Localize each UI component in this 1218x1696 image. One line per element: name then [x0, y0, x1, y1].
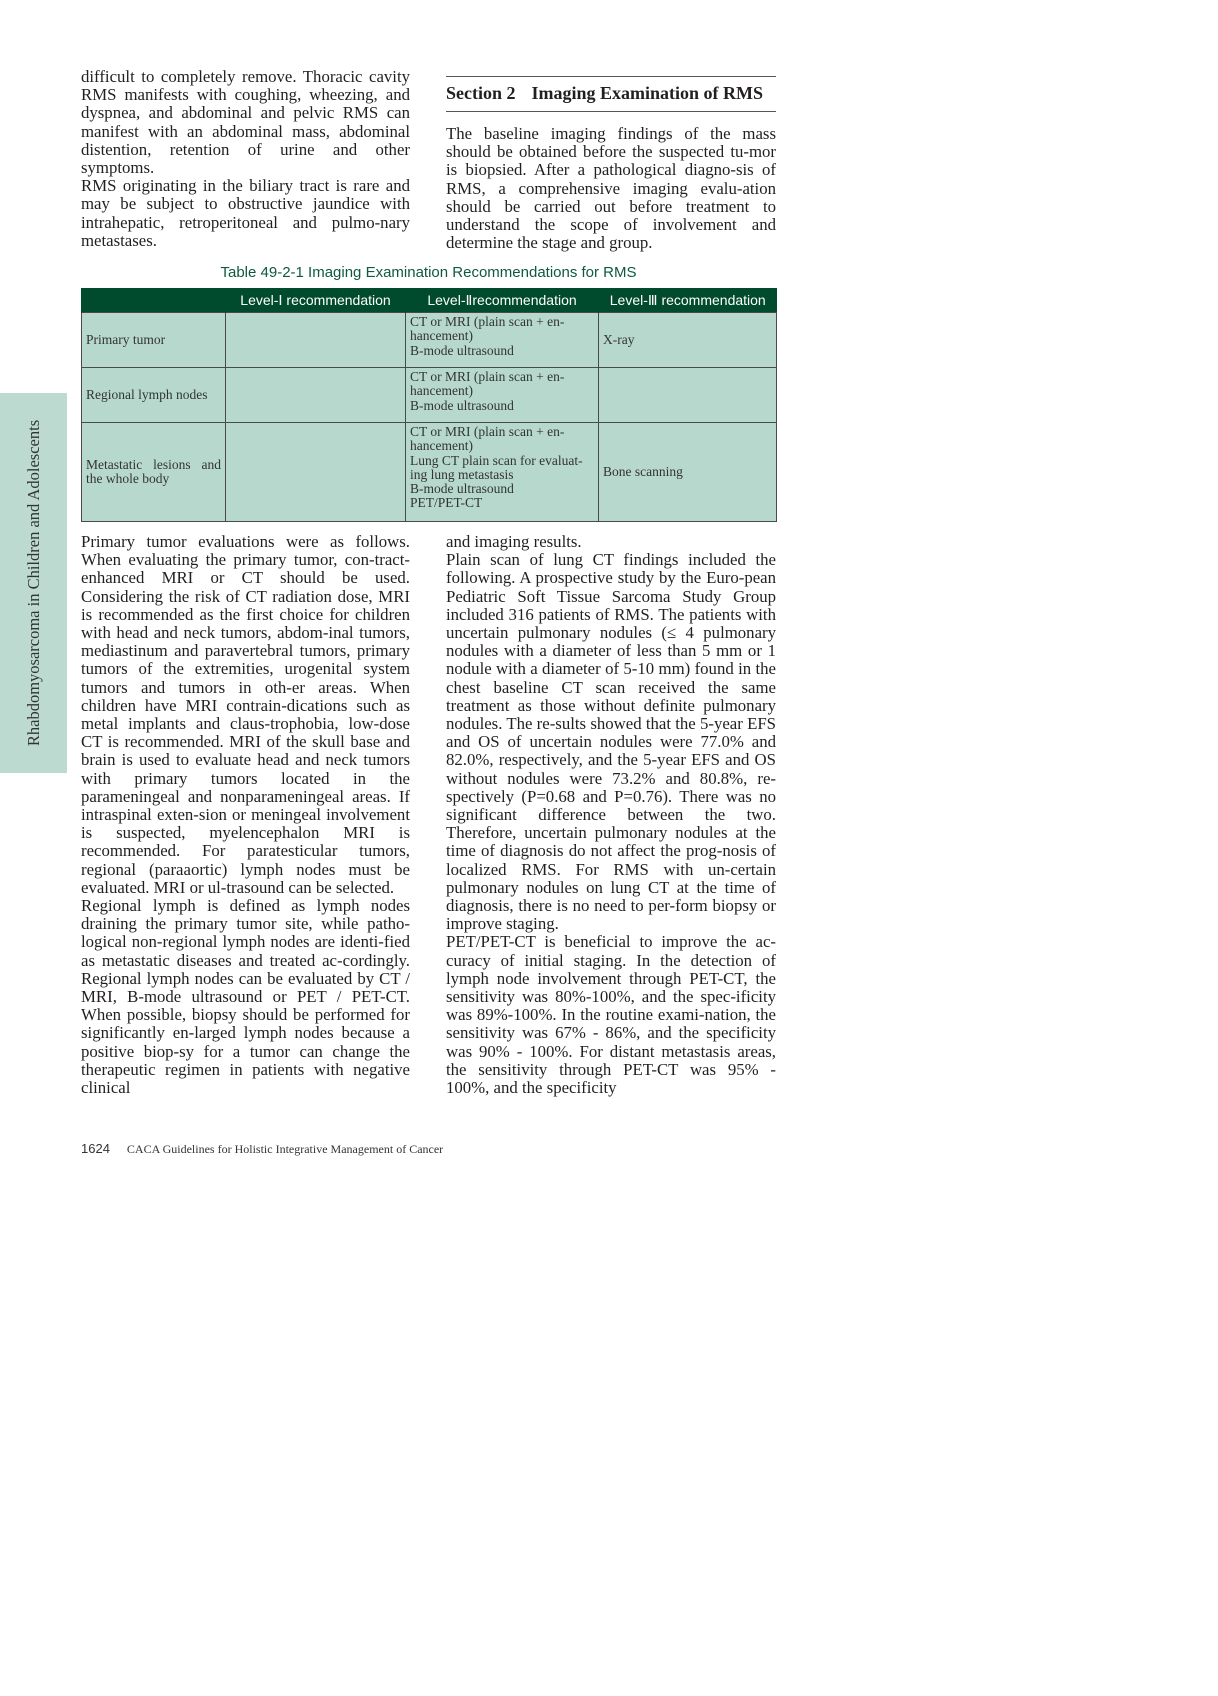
row-label: Primary tumor	[82, 313, 226, 368]
table-row	[82, 423, 777, 522]
cell-line: B-mode ultrasound	[410, 342, 514, 358]
cell-line: B-mode ultrasound	[410, 397, 514, 413]
cell-line: hancement)	[410, 383, 473, 399]
header-cell: Level-Ⅰ recommendation	[226, 288, 406, 313]
level1-cell	[226, 368, 406, 423]
level1-cell	[226, 423, 406, 522]
book-title: CACA Guidelines for Holistic Integrative Management of Cancer	[126, 1142, 444, 1156]
cell-line: CT or MRI (plain scan + en-	[410, 369, 565, 384]
section-number: Section 2	[446, 83, 516, 103]
level2-cell	[406, 423, 599, 522]
cell-line: PET/PET-CT	[410, 495, 483, 511]
cell-line: hancement)	[410, 328, 473, 344]
left-column-top	[81, 68, 410, 250]
level1-cell	[226, 313, 406, 368]
cell-line: CT or MRI (plain scan + en-	[410, 314, 565, 329]
side-chapter-tab	[0, 393, 67, 773]
row-label: Regional lymph nodes	[82, 368, 226, 423]
paragraph: Primary tumor evaluations were as follows. When evaluating the primary tumor, con-tract-enhanced MRI or CT should be used. Considering the risk of CT radiation dose, MRI is recommended as the first choice for children with head and neck tumors, abdom-inal tumors, mediastinum and paravertebral tumors, primary tumors of the extremities, urogenital system tumors and tumors in oth-er areas. When children have MRI contrain-dications such as metal implants and claus-trophobia, low-dose CT is recommended. MRI of the skull base and brain is used to evaluate head and neck tumors with primary tumors located in the parameningeal and nonparameningeal areas. If intraspinal exten-sion or meningeal involvement is suspected, myelencephalon MRI is recommended. For paratesticular tumors, regional (paraaortic) lymph nodes must be evaluated. MRI or ul-trasound can be selected.	[81, 532, 410, 897]
level3-cell: Bone scanning	[599, 423, 777, 522]
header-cell	[82, 288, 226, 313]
paragraph: PET/PET-CT is beneficial to improve the ac-curacy of initial staging. In the detection of lymph node involvement through PET-CT, the sensitivity was 80%-100%, and the spec-ificity was 89%-100%. In the routine exami-nation, the sensitivity was 67% - 86%, and the specificity was 90% - 100%. For distant metastasis areas, the sensitivity through PET-CT was 95% - 100%, and the specificity	[446, 932, 776, 1098]
section-heading	[446, 83, 763, 104]
page-footer	[81, 1141, 443, 1157]
paragraph: difficult to completely remove. Thoracic cavity RMS manifests with coughing, wheezing, and dyspnea, and abdominal and pelvic RMS can manifest with an abdominal mass, abdominal distention, retention of urine and other symptoms.	[81, 67, 410, 178]
header-cell: Level-Ⅲ recommendation	[599, 288, 777, 313]
left-column-bottom	[81, 533, 410, 1097]
level2-cell	[406, 313, 599, 368]
paragraph: RMS originating in the biliary tract is rare and may be subject to obstructive jaundice with intrahepatic, retroperitoneal and pulmo-nary metastases.	[81, 176, 410, 250]
cell-line: CT or MRI (plain scan + en-	[410, 424, 565, 439]
cell-line: B-mode ultrasound	[410, 481, 514, 497]
paragraph: Plain scan of lung CT findings included the following. A prospective study by the Euro-pean Pediatric Soft Tissue Sarcoma Study Group included 316 patients of RMS. The patients with uncertain pulmonary nodules (≤ 4 pulmonary nodules with a diameter of less than 5 mm or 1 nodule with a diameter of 5-10 mm) found in the chest baseline CT scan received the same treatment as those without definite pulmonary nodules. The re-sults showed that the 5-year EFS and OS of uncertain nodules were 77.0% and 82.0%, respectively, and the 5-year EFS and OS without nodules were 73.2% and 80.8%, re-spectively (P=0.68 and P=0.76). There was no significant difference between the two. Therefore, uncertain pulmonary nodules at the time of diagnosis do not affect the prog-nosis of localized RMS. For RMS with un-certain pulmonary nodules on lung CT at the time of diagnosis, there is no need to per-form biopsy or improve staging.	[446, 550, 776, 934]
paragraph: and imaging results.	[446, 532, 582, 551]
table-row	[82, 313, 777, 368]
row-label: Metastatic lesions and the whole body	[82, 423, 226, 522]
paragraph: Regional lymph is defined as lymph nodes draining the primary tumor site, while patho-logical non-regional lymph nodes are identi-fied as metastatic diseases and treated ac-cordingly. Regional lymph nodes can be evaluated by CT / MRI, B-mode ultrasound or PET / PET-CT. When possible, biopsy should be performed for significantly en-larged lymph nodes because a positive biop-sy for a tumor can change the therapeutic regimen in patients with negative clinical	[81, 896, 410, 1098]
cell-line: hancement)	[410, 438, 473, 454]
recommendation-table	[81, 288, 777, 522]
table-row	[82, 368, 777, 423]
level3-cell: X-ray	[599, 313, 777, 368]
side-chapter-title: Rhabdomyosarcoma in Children and Adolescents	[23, 419, 43, 747]
cell-line: ing lung metastasis	[410, 466, 514, 482]
right-column-bottom	[446, 533, 776, 1097]
right-column-top	[446, 125, 776, 252]
level2-cell	[406, 368, 599, 423]
page-number: 1624	[81, 1141, 110, 1156]
cell-line: Lung CT plain scan for evaluat-	[410, 452, 583, 468]
table-caption: Table 49-2-1 Imaging Examination Recommendations for RMS	[220, 264, 637, 281]
section-title: Imaging Examination of RMS	[531, 83, 764, 103]
section-rule-top	[446, 76, 776, 77]
table-header-row	[82, 288, 777, 313]
paragraph: The baseline imaging findings of the mass should be obtained before the suspected tu-mor is biopsied. After a pathological diagno-sis of RMS, a comprehensive imaging evalu-ation should be carried out before treatment to understand the scope of involvement and determine the stage and group.	[446, 124, 776, 253]
header-cell: Level-Ⅱrecommendation	[406, 288, 599, 313]
section-rule-bottom	[446, 111, 776, 112]
level3-cell	[599, 368, 777, 423]
